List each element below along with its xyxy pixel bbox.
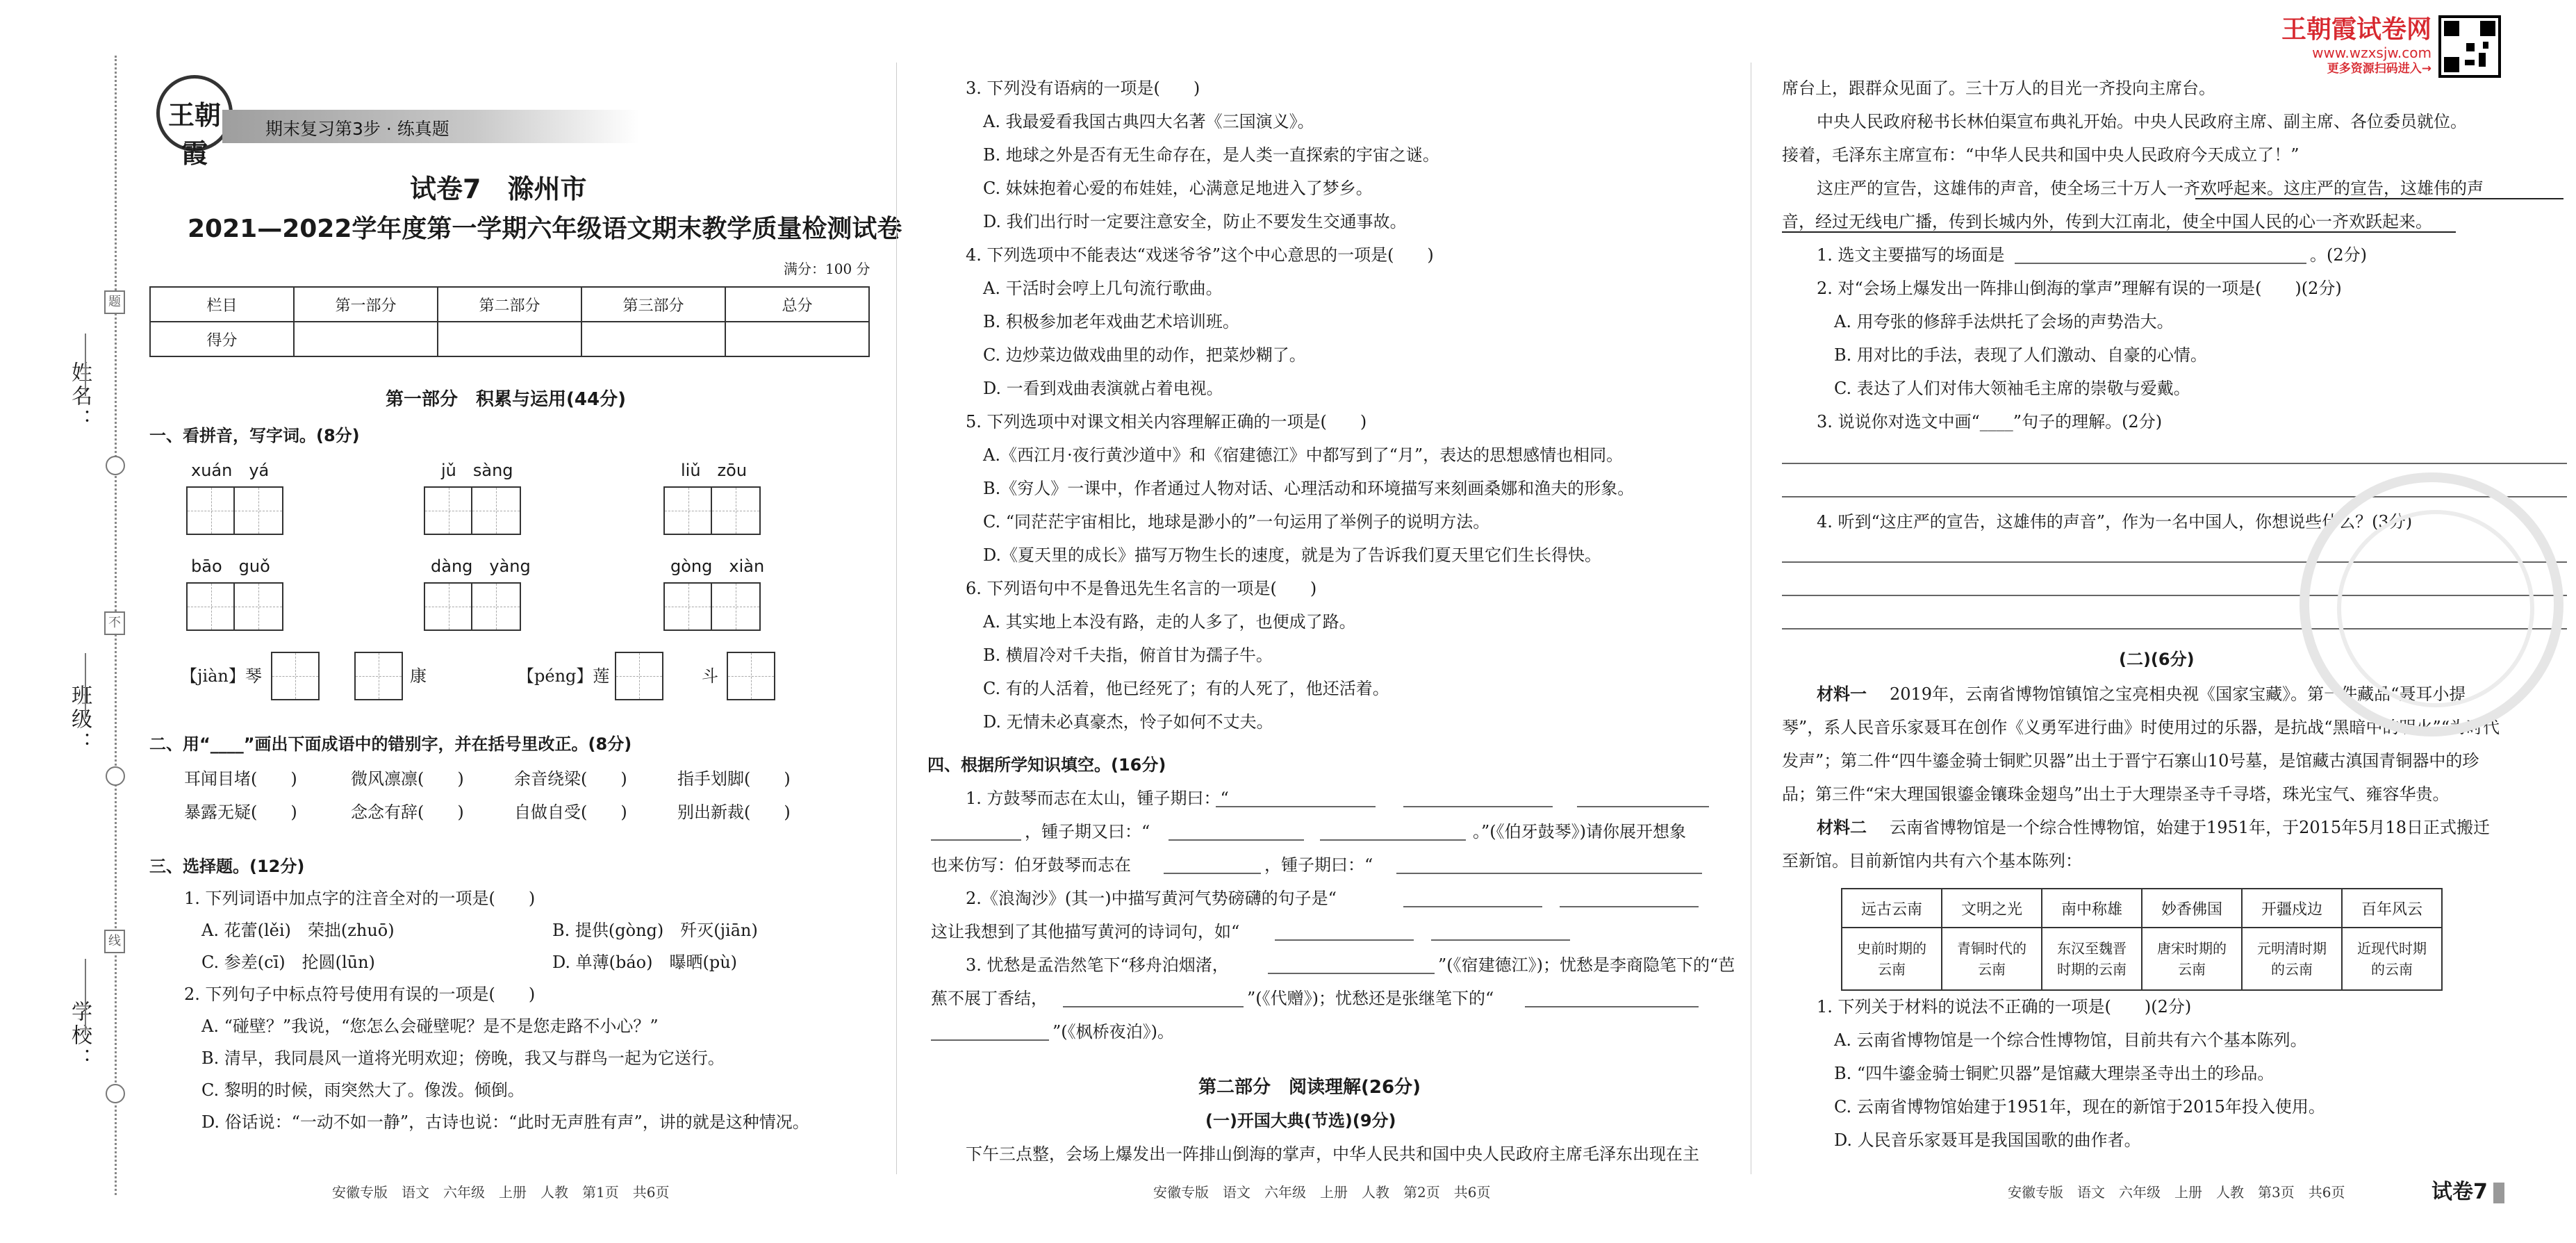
- answer-blank[interactable]: [1169, 839, 1304, 841]
- brand-logo: 王朝霞: [156, 75, 233, 151]
- exhibition-period-line: 东汉至魏晋: [2057, 940, 2127, 957]
- pinyin: gòng xiàn: [670, 557, 765, 576]
- exhibition-period-line: 青铜时代的: [1957, 940, 2026, 957]
- score-table: [149, 286, 870, 357]
- option: C. 云南省博物馆始建于1951年，现在的新馆于2015年投入使用。: [1834, 1097, 2325, 1117]
- reading-paragraph: 席台上，跟群众见面了。三十万人的目光一齐投向主席台。: [1782, 79, 2215, 98]
- fill-text: ”(《枫桥夜泊》)。: [1052, 1022, 1174, 1042]
- exhibition-period-line: 云南: [1878, 961, 1906, 978]
- question-score: 。(2分): [2310, 245, 2367, 265]
- option: B. 用对比的手法，表现了人们激动、自豪的心情。: [1834, 345, 2207, 365]
- exhibition-period: [2242, 928, 2342, 990]
- exhibition-period-line: 云南: [2178, 961, 2206, 978]
- fill-text: 也来仿写：伯牙鼓琴而志在: [931, 855, 1131, 875]
- binding-circle: [106, 766, 125, 786]
- option: A. 花蕾(lěi) 荣拙(zhuō): [201, 921, 395, 940]
- idiom-item: 别出新裁( ): [677, 802, 791, 822]
- option: D. 俗话说：“一动不如一静”，古诗也说：“此时无声胜有声”，讲的就是这种情况。: [201, 1112, 809, 1132]
- exhibition-period-line: 时期的云南: [2057, 961, 2127, 978]
- q1-title: 一、看拼音，写字词。(8分): [149, 426, 360, 445]
- writing-grid[interactable]: [663, 486, 761, 535]
- answer-blank[interactable]: [1525, 1006, 1699, 1007]
- reading-paragraph: 音，经过无线电广播，传到长城内外，传到大江南北，使全中国人民的心一齐欢跃起来。: [1782, 212, 2432, 231]
- question: 3. 说说你对选文中画“____”句子的理解。(2分): [1817, 412, 2163, 431]
- answer-blank[interactable]: [1403, 806, 1553, 807]
- answer-blank[interactable]: [1216, 806, 1376, 807]
- section-banner: 期末复习第3步 · 练真题: [222, 110, 639, 143]
- writing-grid[interactable]: [186, 486, 283, 535]
- material-text: 2019年，云南省博物馆镇馆之宝亮相央视《国家宝藏》。第一件藏品“聂耳小提: [1890, 684, 2466, 704]
- fill-text: ”(《宿建德江》)；忧愁是李商隐笔下的“芭: [1438, 955, 1735, 975]
- exhibition-name: 远古云南: [1842, 889, 1942, 928]
- score-cell[interactable]: [725, 322, 869, 356]
- part2-title: 第二部分 阅读理解(26分): [1198, 1077, 1421, 1098]
- option: A. 用夸张的修辞手法烘托了会场的声势浩大。: [1834, 312, 2174, 331]
- exhibition-period: [2142, 928, 2242, 990]
- question: 2. 对“会场上爆发出一阵排山倒海的掌声”理解有误的一项是( )(2分): [1817, 279, 2342, 298]
- class-label: 班级：: [67, 684, 92, 755]
- fill-text: 蕉不展丁香结，: [931, 989, 1048, 1008]
- option: D. 单薄(báo) 曝晒(pù): [552, 953, 738, 972]
- column-divider: [896, 63, 897, 1174]
- option: B.《穷人》一课中，作者通过人物对话、心理活动和环境描写来刻画桑娜和渔夫的形象。: [983, 479, 1635, 498]
- idiom-item: 暴露无疑( ): [184, 802, 297, 822]
- option: A.《西江月·夜行黄沙道中》和《宿建德江》中都写到了“月”，表达的思想感情也相同。: [983, 445, 1624, 465]
- reading-paragraph: 接着，毛泽东主席宣布：“中华人民共和国中央人民政府今天成立了！”: [1782, 145, 2300, 165]
- page-footer: 安徽专版 语文 六年级 上册 人教 第3页 共6页: [2008, 1184, 2345, 1201]
- score-header: 第一部分: [294, 287, 438, 322]
- option: C. 参差(cī) 抡圆(lūn): [201, 953, 375, 972]
- answer-blank[interactable]: [1577, 806, 1709, 807]
- page-column-2: [924, 0, 1735, 1243]
- homophone-label: 【péng】莲: [518, 666, 610, 686]
- question: 1. 选文主要描写的场面是: [1817, 245, 2005, 265]
- fill-text: ”(《代赠》)；忧愁还是张继笔下的“: [1247, 989, 1494, 1008]
- pinyin: liǔ zōu: [681, 461, 748, 480]
- option: B. 清早，我同晨风一道将光明欢迎；傍晚，我又与群鸟一起为它送行。: [201, 1048, 725, 1068]
- exhibition-name: 妙香佛国: [2142, 889, 2242, 928]
- answer-blank[interactable]: [1560, 906, 1699, 907]
- material-text: 琴”，系人民音乐家聂耳在创作《义勇军进行曲》时使用过的乐器，是抗战“黑暗中的明火”“为时代: [1782, 718, 2500, 737]
- answer-blank[interactable]: [1431, 939, 1570, 941]
- answer-blank[interactable]: [931, 1039, 1049, 1041]
- answer-blank[interactable]: [1063, 1006, 1244, 1007]
- q3-title: 三、选择题。(12分): [149, 857, 305, 876]
- writing-box[interactable]: [727, 652, 775, 700]
- option: C. 妹妹抱着心爱的布娃娃，心满意足地进入了梦乡。: [983, 179, 1373, 198]
- option: D. 我们出行时一定要注意安全，防止不要发生交通事故。: [983, 212, 1407, 231]
- exam-subtitle: 2021—2022学年度第一学期六年级语文期末教学质量检测试卷: [188, 215, 902, 243]
- binding-circle: [106, 1084, 125, 1103]
- exhibition-name: 百年风云: [2342, 889, 2442, 928]
- answer-blank[interactable]: [931, 839, 1021, 841]
- exhibition-period-line: 的云南: [2371, 961, 2413, 978]
- option: C. “同茫茫宇宙相比，地球是渺小的”一句运用了举例子的说明方法。: [983, 512, 1490, 532]
- writing-grid[interactable]: [424, 582, 521, 631]
- name-blank: [85, 334, 86, 396]
- question: 3. 下列没有语病的一项是( ): [966, 79, 1200, 98]
- fill-text: 2.《浪淘沙》(其一)中描写黄河气势磅礴的句子是“: [966, 889, 1337, 908]
- school-label: 学校：: [67, 1001, 92, 1071]
- reading2-title: (二)(6分): [2119, 650, 2195, 669]
- reading-paragraph: 中央人民政府秘书长林伯渠宣布典礼开始。中央人民政府主席、副主席、各位委员就位。: [1817, 112, 2467, 131]
- homophone-char: 斗: [702, 666, 718, 686]
- answer-blank[interactable]: [1396, 873, 1702, 874]
- exhibition-name: 南中称雄: [2042, 889, 2142, 928]
- score-row-label: 得分: [150, 322, 294, 356]
- idiom-item: 耳闻目堵( ): [184, 769, 297, 789]
- option: C. 黎明的时候，雨突然大了。像泼。倾倒。: [201, 1080, 525, 1100]
- binding-mark: 线: [104, 930, 125, 953]
- q4-title: 四、根据所学知识填空。(16分): [927, 755, 1166, 775]
- question: 1. 下列词语中加点字的注音全对的一项是( ): [184, 889, 536, 908]
- brand-hint: 更多资源扫码进入→: [2327, 62, 2431, 76]
- question: 6. 下列语句中不是鲁迅先生名言的一项是( ): [966, 579, 1317, 598]
- option: D. 人民音乐家聂耳是我国国歌的曲作者。: [1834, 1130, 2141, 1150]
- reading-paragraph: 下午三点整，会场上爆发出一阵排山倒海的掌声，中华人民共和国中央人民政府主席毛泽东出现在主: [966, 1144, 1699, 1164]
- option: A. 我最爱看我国古典四大名著《三国演义》。: [983, 112, 1314, 131]
- idiom-item: 自做自受( ): [514, 802, 627, 822]
- full-score: 满分：100 分: [784, 261, 870, 277]
- option: B. “四牛鎏金骑士铜贮贝器”是馆藏大理崇圣寺出土的珍品。: [1834, 1064, 2274, 1083]
- material-label: 材料一: [1817, 684, 1867, 704]
- page-footer: 安徽专版 语文 六年级 上册 人教 第1页 共6页: [332, 1184, 670, 1201]
- fill-text: 1. 方鼓琴而志在太山，锺子期曰：“: [966, 789, 1229, 808]
- writing-grid[interactable]: [424, 486, 521, 535]
- reading-paragraph: 这庄严的宣告，这雄伟的声音，使全场三十万人一齐欢呼起来。这庄严的宣告，这雄伟的声: [1817, 179, 2484, 198]
- exhibition-period-line: 近现代时期: [2357, 940, 2427, 957]
- score-cell[interactable]: [438, 322, 581, 356]
- score-header: 第二部分: [438, 287, 581, 322]
- page-tag: 试卷7: [2431, 1174, 2504, 1205]
- answer-line[interactable]: [1782, 463, 2567, 464]
- q2-title: 二、用“____”画出下面成语中的错别字，并在括号里改正。(8分): [149, 734, 632, 754]
- score-cell[interactable]: [294, 322, 438, 356]
- homophone-label: 【jiàn】琴: [181, 666, 262, 686]
- exhibition-period-line: 史前时期的: [1857, 940, 1926, 957]
- score-header: 第三部分: [581, 287, 725, 322]
- option: B. 横眉冷对千夫指，俯首甘为孺子牛。: [983, 645, 1273, 665]
- option: B. 地球之外是否有无生命存在，是人类一直探索的宇宙之谜。: [983, 145, 1439, 165]
- part1-title: 第一部分 积累与运用(44分): [386, 389, 626, 410]
- material-label: 材料二: [1817, 817, 1867, 837]
- option: B. 积极参加老年戏曲艺术培训班。: [983, 312, 1239, 331]
- fill-text: 。”(《伯牙鼓琴》)请你展开想象: [1473, 822, 1686, 841]
- exhibition-period: [2342, 928, 2442, 990]
- reading1-title: (一)开国大典(节选)(9分): [1205, 1111, 1396, 1130]
- score-header: 栏目: [150, 287, 294, 322]
- material-text: 至新馆。目前新馆内共有六个基本陈列：: [1782, 851, 2082, 871]
- answer-blank[interactable]: [1164, 873, 1261, 874]
- option: A. 其实地上本没有路，走的人多了，也便成了路。: [983, 612, 1356, 632]
- writing-box[interactable]: [271, 652, 320, 700]
- material-text: 发声”；第二件“四牛鎏金骑士铜贮贝器”出土于晋宁石寨山10号墓，是馆藏古滇国青铜器中的珍: [1782, 751, 2479, 771]
- question: 1. 下列关于材料的说法不正确的一项是( )(2分): [1817, 997, 2192, 1016]
- question: 2. 下列句子中标点符号使用有误的一项是( ): [184, 985, 536, 1004]
- option: D. 无情未必真豪杰，怜子如何不丈夫。: [983, 712, 1273, 732]
- pinyin: dàng yàng: [431, 557, 531, 576]
- binding-circle: [106, 456, 125, 475]
- exam-title: 试卷7 滁州市: [410, 174, 587, 204]
- exhibition-table: [1841, 888, 2443, 991]
- idiom-item: 念念有辞( ): [351, 802, 464, 822]
- binding-mark: 题: [104, 290, 125, 314]
- qr-code-icon[interactable]: [2438, 15, 2501, 78]
- exhibition-period-line: 唐宋时期的: [2157, 940, 2227, 957]
- watermark-seal-icon: [2300, 472, 2563, 736]
- question: 5. 下列选项中对课文相关内容理解正确的一项是( ): [966, 412, 1367, 431]
- brand-block: [2244, 15, 2431, 76]
- exhibition-period-line: 云南: [1978, 961, 2006, 978]
- page-footer: 安徽专版 语文 六年级 上册 人教 第2页 共6页: [1153, 1184, 1491, 1201]
- material-text: 品；第三件“宋大理国银鎏金镶珠金翅鸟”出土于大理崇圣寺千寻塔，珠光宝气、雍容华贵。: [1782, 784, 2450, 804]
- question: 4. 下列选项中不能表达“戏迷爷爷”这个中心意思的一项是( ): [966, 245, 1434, 265]
- answer-blank[interactable]: [1275, 939, 1414, 941]
- idiom-item: 指手划脚( ): [677, 769, 791, 789]
- option: B. 提供(gòng) 歼灭(jiān): [552, 921, 758, 940]
- option: A. 云南省博物馆是一个综合性博物馆，目前共有六个基本陈列。: [1834, 1030, 2307, 1050]
- answer-blank[interactable]: [1320, 839, 1466, 841]
- score-header: 总分: [725, 287, 869, 322]
- pinyin: xuán yá: [191, 461, 270, 480]
- exhibition-period-line: 的云南: [2271, 961, 2313, 978]
- pinyin: jǔ sàng: [441, 461, 513, 480]
- question: 4. 听到“这庄严的宣告，这雄伟的声音”，作为一名中国人，你想说些什么？(3分): [1817, 512, 2413, 532]
- brand-url[interactable]: www.wzxsjw.com: [2312, 44, 2431, 61]
- exhibition-period-line: 元明清时期: [2257, 940, 2327, 957]
- underline-mark: [2195, 198, 2563, 199]
- option: C. 边炒菜边做戏曲里的动作，把菜炒糊了。: [983, 345, 1306, 365]
- exhibition-period: [1842, 928, 1942, 990]
- exhibition-period: [1942, 928, 2042, 990]
- brand-name: 王朝霞试卷网: [2281, 15, 2431, 44]
- homophone-char: 康: [410, 666, 427, 686]
- idiom-item: 微风凛凛( ): [351, 769, 464, 789]
- answer-blank[interactable]: [2015, 263, 2306, 264]
- writing-box[interactable]: [615, 652, 663, 700]
- material-text: 云南省博物馆是一个综合性博物馆，始建于1951年，于2015年5月18日正式搬迁: [1890, 818, 2490, 837]
- pinyin: bāo guǒ: [191, 557, 270, 576]
- exhibition-name: 开疆戍边: [2242, 889, 2342, 928]
- page-column-1: [146, 0, 902, 1243]
- fill-text: 3. 忧愁是孟浩然笔下“移舟泊烟渚，: [966, 955, 1229, 975]
- name-label: 姓名：: [67, 361, 92, 432]
- option: A. “碰壁？”我说，“您怎么会碰壁呢？是不是您走路不小心？”: [201, 1016, 659, 1036]
- option: D. 一看到戏曲表演就占着电视。: [983, 379, 1223, 398]
- class-blank: [85, 653, 86, 719]
- answer-blank[interactable]: [1403, 906, 1542, 907]
- binding-mark: 不: [104, 611, 125, 635]
- answer-blank[interactable]: [1268, 973, 1435, 974]
- school-blank: [85, 959, 86, 1035]
- underline-mark: [1782, 231, 2456, 233]
- fill-text: ，锺子期曰：“: [1264, 855, 1373, 875]
- score-cell[interactable]: [581, 322, 725, 356]
- option: C. 表达了人们对伟大领袖毛主席的崇敬与爱戴。: [1834, 379, 2190, 398]
- exhibition-period: [2042, 928, 2142, 990]
- writing-grid[interactable]: [186, 582, 283, 631]
- binding-strip: [0, 0, 146, 1243]
- writing-grid[interactable]: [663, 582, 761, 631]
- exhibition-name: 文明之光: [1942, 889, 2042, 928]
- idiom-item: 余音绕梁( ): [514, 769, 627, 789]
- fill-text: ，锺子期又曰：“: [1025, 822, 1150, 841]
- option: A. 干活时会哼上几句流行歌曲。: [983, 279, 1223, 298]
- option: D.《夏天里的成长》描写万物生长的速度，就是为了告诉我们夏天里它们生长得快。: [983, 545, 1602, 565]
- fill-text: 这让我想到了其他描写黄河的诗词句，如“: [931, 922, 1240, 941]
- option: C. 有的人活着，他已经死了；有的人死了，他还活着。: [983, 679, 1389, 698]
- writing-box[interactable]: [354, 652, 403, 700]
